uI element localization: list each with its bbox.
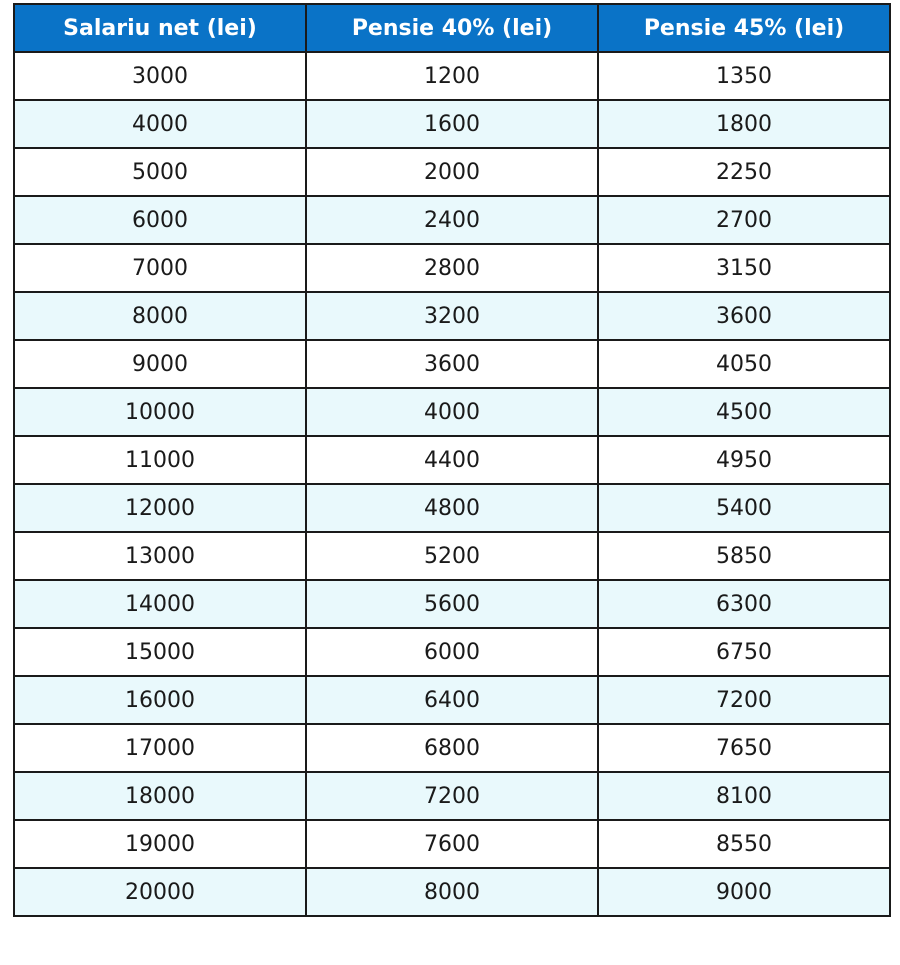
table-row xyxy=(14,580,890,628)
cell-pensie-45: 2250 xyxy=(598,148,890,196)
cell-salariu-net: 9000 xyxy=(14,340,306,388)
cell-pensie-45: 7650 xyxy=(598,724,890,772)
cell-pensie-40: 5200 xyxy=(306,532,598,580)
cell-pensie-45: 7200 xyxy=(598,676,890,724)
cell-salariu-net: 15000 xyxy=(14,628,306,676)
cell-salariu-net: 17000 xyxy=(14,724,306,772)
cell-pensie-45: 4950 xyxy=(598,436,890,484)
header-pensie-40: Pensie 40% (lei) xyxy=(306,4,598,52)
table-row xyxy=(14,292,890,340)
table-row xyxy=(14,100,890,148)
cell-pensie-45: 6750 xyxy=(598,628,890,676)
table-row xyxy=(14,436,890,484)
cell-pensie-40: 6000 xyxy=(306,628,598,676)
cell-pensie-45: 3150 xyxy=(598,244,890,292)
cell-salariu-net: 20000 xyxy=(14,868,306,916)
cell-pensie-40: 7600 xyxy=(306,820,598,868)
table-header xyxy=(14,4,890,52)
cell-pensie-40: 2400 xyxy=(306,196,598,244)
table-row xyxy=(14,628,890,676)
cell-pensie-45: 1350 xyxy=(598,52,890,100)
table-row xyxy=(14,244,890,292)
cell-salariu-net: 3000 xyxy=(14,52,306,100)
cell-salariu-net: 14000 xyxy=(14,580,306,628)
header-pensie-45: Pensie 45% (lei) xyxy=(598,4,890,52)
pension-table xyxy=(13,3,891,917)
cell-salariu-net: 16000 xyxy=(14,676,306,724)
cell-pensie-45: 8550 xyxy=(598,820,890,868)
cell-pensie-45: 6300 xyxy=(598,580,890,628)
cell-salariu-net: 13000 xyxy=(14,532,306,580)
cell-pensie-45: 4500 xyxy=(598,388,890,436)
cell-pensie-45: 5400 xyxy=(598,484,890,532)
table-row xyxy=(14,196,890,244)
table-row xyxy=(14,772,890,820)
cell-pensie-40: 1200 xyxy=(306,52,598,100)
cell-salariu-net: 19000 xyxy=(14,820,306,868)
cell-pensie-40: 4800 xyxy=(306,484,598,532)
cell-pensie-45: 2700 xyxy=(598,196,890,244)
cell-pensie-40: 7200 xyxy=(306,772,598,820)
table-row xyxy=(14,388,890,436)
cell-pensie-40: 1600 xyxy=(306,100,598,148)
table-row xyxy=(14,148,890,196)
cell-salariu-net: 7000 xyxy=(14,244,306,292)
cell-pensie-40: 3200 xyxy=(306,292,598,340)
cell-salariu-net: 10000 xyxy=(14,388,306,436)
cell-salariu-net: 4000 xyxy=(14,100,306,148)
header-row xyxy=(14,4,890,52)
cell-pensie-40: 3600 xyxy=(306,340,598,388)
cell-salariu-net: 11000 xyxy=(14,436,306,484)
cell-pensie-40: 4000 xyxy=(306,388,598,436)
cell-pensie-45: 3600 xyxy=(598,292,890,340)
cell-pensie-40: 5600 xyxy=(306,580,598,628)
table-row xyxy=(14,532,890,580)
table-row xyxy=(14,820,890,868)
cell-salariu-net: 6000 xyxy=(14,196,306,244)
cell-pensie-45: 4050 xyxy=(598,340,890,388)
cell-pensie-45: 1800 xyxy=(598,100,890,148)
cell-pensie-45: 9000 xyxy=(598,868,890,916)
cell-pensie-40: 6800 xyxy=(306,724,598,772)
table-body xyxy=(14,52,890,916)
header-salariu-net: Salariu net (lei) xyxy=(14,4,306,52)
cell-pensie-40: 4400 xyxy=(306,436,598,484)
table-row xyxy=(14,484,890,532)
table-row xyxy=(14,52,890,100)
table-row xyxy=(14,340,890,388)
table-row xyxy=(14,724,890,772)
table-row xyxy=(14,676,890,724)
cell-pensie-40: 2800 xyxy=(306,244,598,292)
cell-pensie-45: 8100 xyxy=(598,772,890,820)
cell-salariu-net: 5000 xyxy=(14,148,306,196)
cell-pensie-45: 5850 xyxy=(598,532,890,580)
cell-salariu-net: 18000 xyxy=(14,772,306,820)
cell-salariu-net: 12000 xyxy=(14,484,306,532)
cell-pensie-40: 8000 xyxy=(306,868,598,916)
cell-pensie-40: 6400 xyxy=(306,676,598,724)
cell-salariu-net: 8000 xyxy=(14,292,306,340)
table-row xyxy=(14,868,890,916)
cell-pensie-40: 2000 xyxy=(306,148,598,196)
